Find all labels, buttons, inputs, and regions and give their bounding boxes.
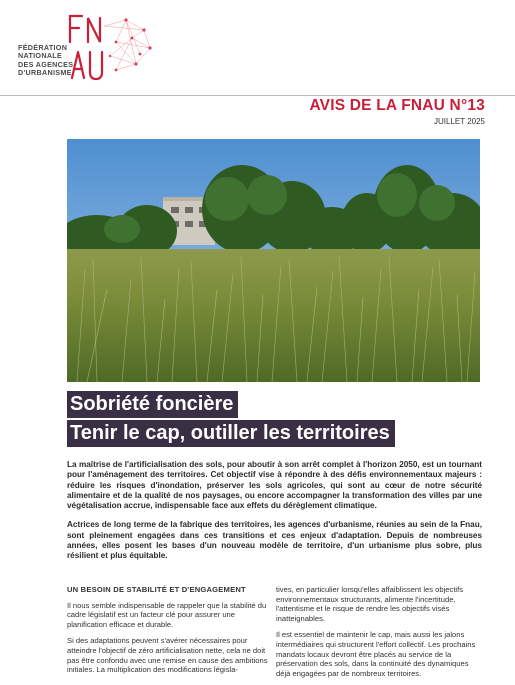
document-date: JUILLET 2025 [434, 117, 485, 126]
body-column-left [67, 585, 271, 682]
headline [67, 391, 395, 449]
document-title: AVIS DE LA FNAU N°13 [309, 97, 485, 114]
body-paragraph: Il nous semble indispensable de rappeler que la stabilité du cadre législatif est un facteur clé pour assurer une planification efficace et durable. [67, 600, 267, 629]
hero-photo [67, 139, 480, 382]
intro-paragraph-2: Actrices de long terme de la fabrique des territoires, les agences d'urbanisme, réunies au sein de la Fnau, sont pleinement engagées dans ces transitions et ces enjeux d'adaptation. Depuis de nombreuses années, elles posent les bases d'un nouveau modèle de territoire, d'un urbanisme plus sobre, plus résilient et plus équitable. [67, 520, 482, 561]
org-line: D'URBANISME [18, 68, 72, 78]
body-paragraph: Il est essentiel de maintenir le cap, mais aussi les jalons intermédiaires qui structurent l'effort collectif. Les prochains mandats locaux devront être placés au service de la préservation des sols, dans la continuité des dynamiques déjà engagées par de nombreux territoires. [276, 630, 476, 678]
body-paragraph: Si des adaptations peuvent s'avérer nécessaires pour atteindre l'objectif de zéro artificialisation nette, cela ne doit pas être confondu avec une remise en cause des ambitions initiales. La multiplication des modifications législa- [67, 636, 268, 675]
org-line: NATIONALE [18, 51, 63, 61]
intro-paragraph-1: La maîtrise de l'artificialisation des sols, pour aboutir à son arrêt complet à l'horizon 2050, est un tournant pour l'aménagement des territoires. Cet objectif vise à répondre à des défis environnementaux majeurs : réduire les risques d'inondation, préserver les sols agricoles, qui sont au cœur de notre sécurité alimentaire et de la qualité de nos paysages, ou encore accompagner la transformation des villes par une végétalisation accrue, indispensable face aux effets du dérèglement climatique. [67, 460, 482, 511]
fnau-logo [14, 12, 154, 88]
body-paragraph: tives, en particulier lorsqu'elles affaiblissent les objectifs environnementaux structurants, alimente l'incertitude, l'attentisme et le risque de rendre les objectifs visés inatteignables. [276, 585, 464, 623]
header-divider [0, 95, 515, 96]
intro-text [67, 460, 482, 571]
section-heading: UN BESOIN DE STABILITÉ ET D'ENGAGEMENT [67, 585, 246, 594]
body-column-right [276, 585, 480, 685]
headline-line-1: Sobriété foncière [67, 391, 238, 418]
organization-name [18, 44, 100, 78]
org-line: FÉDÉRATION [18, 43, 68, 52]
meadow-photo-icon [67, 139, 480, 382]
org-line: DES AGENCES [18, 59, 74, 69]
headline-line-2: Tenir le cap, outiller les territoires [67, 420, 395, 447]
